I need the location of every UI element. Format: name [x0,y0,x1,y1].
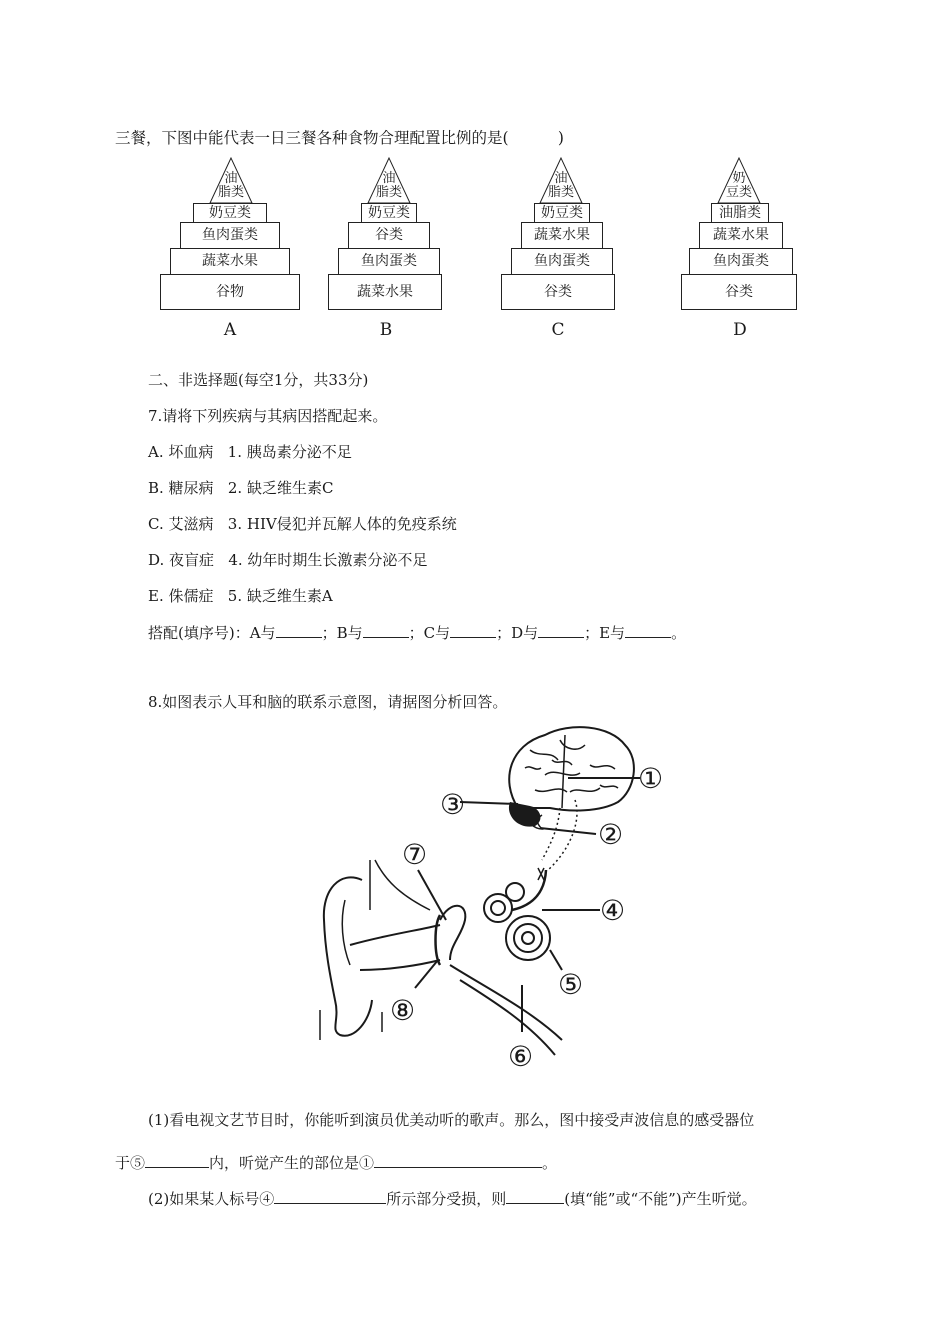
label-6: ⑥ [508,1040,534,1073]
answer-blank-can-hear[interactable] [506,1188,564,1204]
pyramid-level-2: 鱼肉蛋类 [180,222,280,249]
pyramid-tip-label-1: 奶 [732,171,746,186]
answer-blank-e[interactable] [625,622,671,638]
q7-row-d: D. 夜盲症 4. 幼年时期生长激素分泌不足 [148,551,428,569]
q7-match-line [148,622,686,643]
match-label-e: ；E与 [584,624,626,642]
part2-middle: 所示部分受损，则 [386,1190,507,1208]
pyramid-tip-label-2: 脂类 [547,185,574,200]
answer-blank-d[interactable] [538,622,584,638]
pyramid-level-3: 鱼肉蛋类 [689,248,793,275]
pyramid-level-3: 鱼肉蛋类 [511,248,613,275]
food-pyramid-a [160,155,300,340]
label-2: ② [598,818,624,851]
answer-blank-a[interactable] [276,622,322,638]
match-prefix: 搭配(填序号)： [148,624,250,642]
pyramid-option-label: A [223,320,237,340]
cochlea [506,916,550,960]
q8-part1-line1: (1)看电视文艺节目时，你能听到演员优美动听的歌声。那么，图中接受声波信息的感受器位 [148,1111,755,1129]
question-7-stem: 7.请将下列疾病与其病因搭配起来。 [148,407,388,425]
part2-prefix: (2)如果某人标号④ [148,1190,275,1208]
outer-ear [324,877,372,1035]
q7-row-a: A. 坏血病 1. 胰岛素分泌不足 [148,443,352,461]
part1-middle: 内，听觉产生的部位是① [209,1154,375,1172]
match-label-d: ；D与 [496,624,539,642]
pyramid-level-1: 油脂类 [711,203,769,223]
label-3: ③ [440,788,466,821]
label-7: ⑦ [402,838,428,871]
pyramid-option-label: C [551,320,565,340]
label-1: ① [638,762,664,795]
pyramid-level-2: 谷类 [348,222,430,249]
answer-blank-b[interactable] [363,622,409,638]
answer-blank-hearing-center[interactable] [374,1152,542,1168]
ear-brain-diagram [300,720,700,1080]
pyramid-level-4: 谷类 [501,274,615,310]
match-label-a: A与 [249,624,276,642]
label-5: ⑤ [558,968,584,1001]
pyramid-option-label: D [733,320,747,340]
pyramid-tip-label-2: 脂类 [217,185,244,200]
q8-part1-line2 [115,1152,557,1173]
pyramid-level-3: 蔬菜水果 [170,248,290,275]
pyramid-tip-label-1: 油 [224,171,238,186]
pyramid-level-1: 奶豆类 [534,203,590,223]
match-label-b: ；B与 [321,624,363,642]
label-4: ④ [600,894,626,927]
answer-blank-c[interactable] [450,622,496,638]
answer-blank-receptor[interactable] [145,1152,209,1168]
question-8-stem: 8.如图表示人耳和脑的联系示意图，请据图分析回答。 [148,693,508,711]
part1-prefix: 于⑤ [115,1154,146,1172]
pyramid-option-label: B [379,320,393,340]
match-label-c: ；C与 [408,624,451,642]
answer-blank-part-name[interactable] [274,1188,386,1204]
pyramid-tip-label-2: 脂类 [375,185,402,200]
pyramid-level-2: 蔬菜水果 [521,222,603,249]
q8-part2 [148,1188,757,1209]
section-2-title: 二、非选择题(每空1分，共33分) [148,371,369,389]
pyramid-level-4: 谷物 [160,274,300,310]
part2-end: (填“能”或“不能”)产生听觉。 [564,1190,757,1208]
pyramid-tip-label-2: 豆类 [725,185,752,200]
eardrum [436,915,441,965]
food-pyramid-b [328,155,468,340]
pyramid-tip-label-1: 油 [382,171,396,186]
pyramid-level-4: 蔬菜水果 [328,274,442,310]
cerebellum [509,802,541,827]
q7-row-e: E. 侏儒症 5. 缺乏维生素A [148,587,333,605]
pyramid-level-1: 奶豆类 [193,203,267,223]
pyramid-tip-label-1: 油 [554,171,568,186]
brain-outline [509,727,634,810]
pyramid-level-1: 奶豆类 [361,203,417,223]
pyramid-level-4: 谷类 [681,274,797,310]
q7-row-c: C. 艾滋病 3. HIV侵犯并瓦解人体的免疫系统 [148,515,457,533]
part1-end: 。 [542,1154,558,1172]
food-pyramid-c [501,155,641,340]
pyramid-level-2: 蔬菜水果 [699,222,783,249]
food-pyramid-d [681,155,821,340]
question-6-stem: 三餐，下图中能代表一日三餐各种食物合理配置比例的是( ) [115,129,564,147]
q7-row-b: B. 糖尿病 2. 缺乏维生素C [148,479,334,497]
auditory-nerve [512,870,546,910]
pyramid-level-3: 鱼肉蛋类 [338,248,440,275]
label-8: ⑧ [390,994,416,1027]
match-end: 。 [671,624,687,642]
